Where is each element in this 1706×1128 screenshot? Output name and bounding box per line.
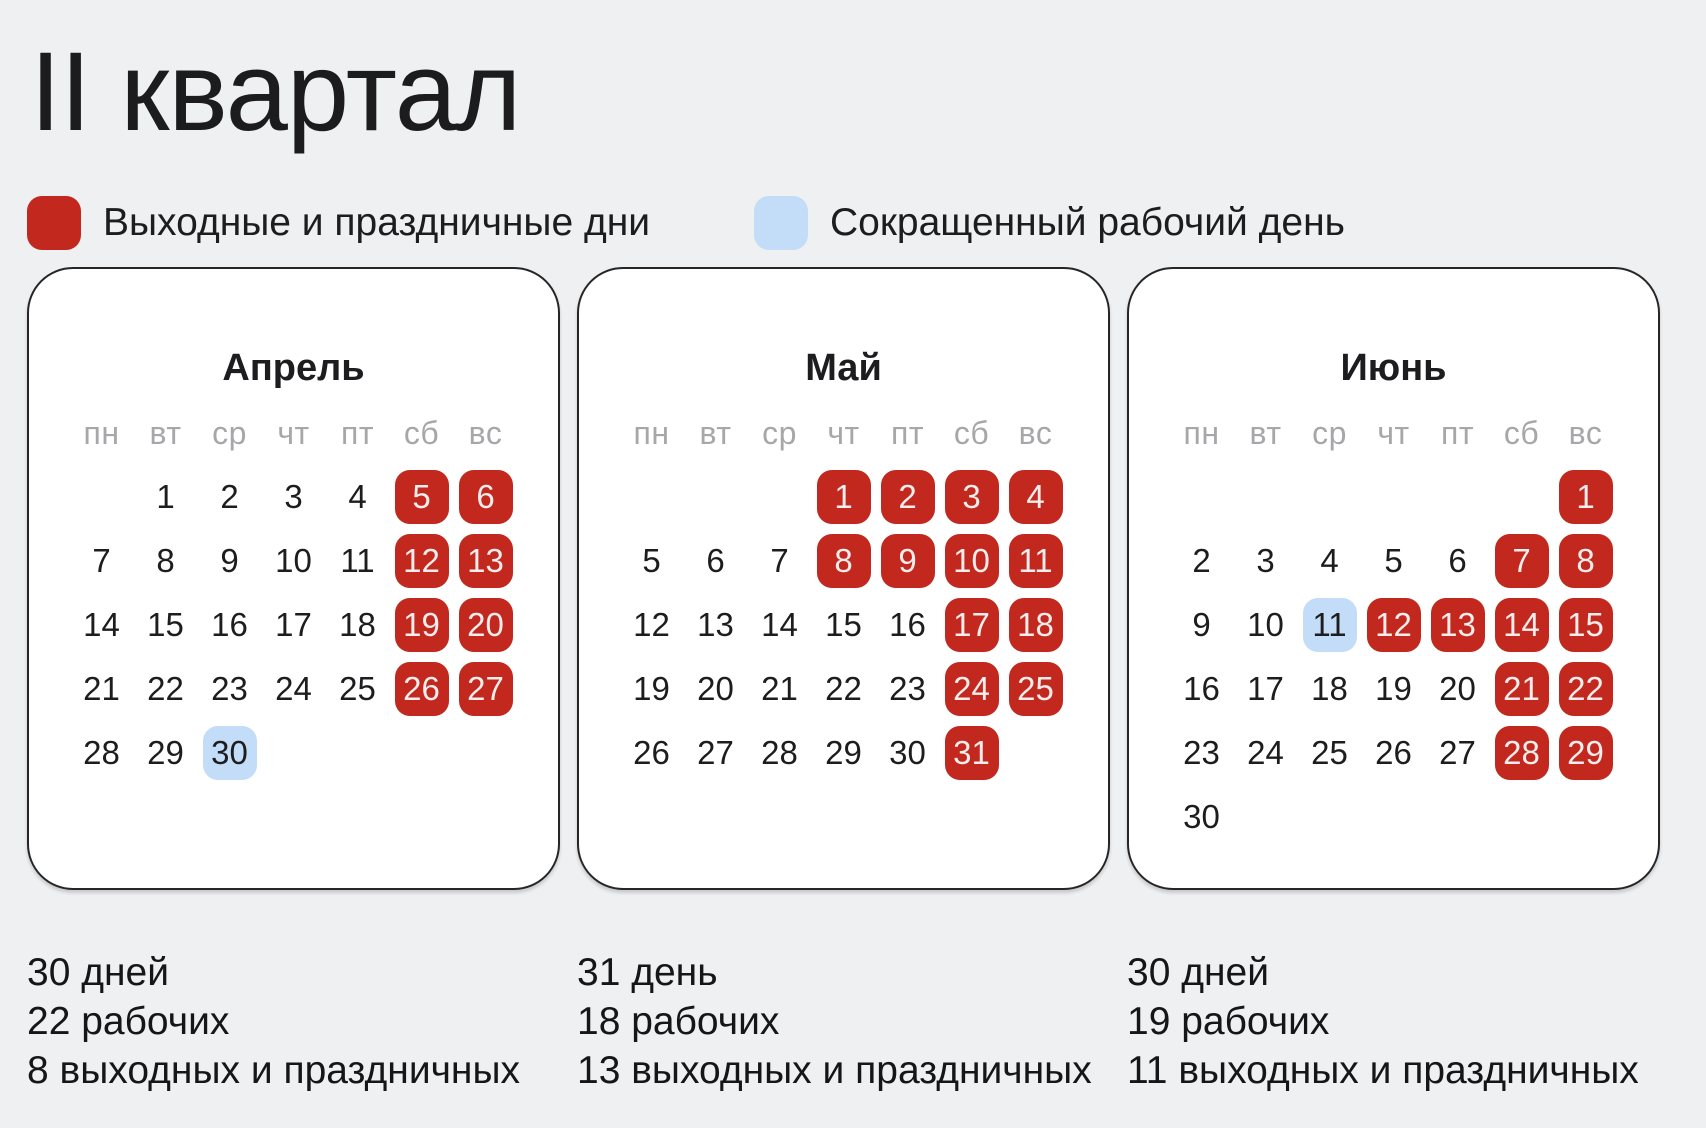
day-cell: 27 (1439, 734, 1476, 771)
day-cell: 10 (275, 542, 312, 579)
day-cell: 5 (1384, 542, 1403, 579)
day-cell: 27 (697, 734, 734, 771)
weekday-label: ср (762, 414, 797, 451)
weekday-header (620, 409, 1068, 457)
weekday-label: вт (699, 414, 732, 451)
day-cell: 15 (147, 606, 184, 643)
day-cell: 3 (284, 478, 303, 515)
day-cell: 2 (220, 478, 239, 515)
stat-working-days: 22 рабочих (27, 1000, 230, 1043)
day-cell: 13 (697, 606, 734, 643)
day-cell: 25 (339, 670, 376, 707)
day-cell: 7 (770, 542, 789, 579)
day-cell: 17 (1247, 670, 1284, 707)
day-cell: 1 (156, 478, 175, 515)
legend-item-holiday (27, 196, 650, 250)
empty-day-cell (1175, 470, 1229, 524)
month-title: Май (805, 347, 882, 389)
day-cell: 29 (825, 734, 862, 771)
weekday-label: сб (403, 414, 440, 451)
day-cell: 11 (340, 542, 375, 579)
day-cell: 18 (1311, 670, 1348, 707)
day-cell: 8 (156, 542, 175, 579)
empty-day-cell (753, 470, 807, 524)
day-cell: 17 (275, 606, 312, 643)
day-cell: 29 (147, 734, 184, 771)
empty-day-cell (1239, 470, 1293, 524)
day-grid (620, 465, 1068, 785)
day-cell: 12 (633, 606, 670, 643)
day-cell: 23 (211, 670, 248, 707)
day-cell: 28 (761, 734, 798, 771)
day-cell: 26 (1375, 734, 1412, 771)
short-working-day-cell: 30 (203, 726, 257, 780)
short-day-color-swatch (754, 196, 808, 250)
holiday-day-cell: 13 (459, 534, 513, 588)
holiday-day-cell: 1 (1559, 470, 1613, 524)
day-cell: 21 (83, 670, 120, 707)
day-cell: 6 (1448, 542, 1467, 579)
weekday-label: сб (953, 414, 990, 451)
holiday-day-cell: 6 (459, 470, 513, 524)
weekday-label: чт (827, 414, 860, 451)
holiday-day-cell: 7 (1495, 534, 1549, 588)
day-cell: 9 (220, 542, 239, 579)
month-stats-june (1127, 948, 1660, 1095)
day-cell: 19 (633, 670, 670, 707)
day-grid (70, 465, 518, 785)
day-cell: 3 (1256, 542, 1275, 579)
day-cell: 28 (83, 734, 120, 771)
day-cell: 16 (889, 606, 926, 643)
month-stats-may (577, 948, 1110, 1095)
day-cell: 24 (275, 670, 312, 707)
weekday-label: вс (1568, 414, 1603, 451)
weekday-label: пн (633, 414, 670, 451)
weekday-header (70, 409, 518, 457)
day-cell: 30 (1183, 798, 1220, 835)
day-cell: 16 (211, 606, 248, 643)
weekday-label: пт (891, 414, 924, 451)
holiday-day-cell: 12 (395, 534, 449, 588)
month-card-june (1127, 267, 1660, 890)
weekday-header (1170, 409, 1618, 457)
day-cell: 22 (825, 670, 862, 707)
month-title: Июнь (1340, 347, 1447, 389)
empty-day-cell (1367, 470, 1421, 524)
day-cell: 20 (1439, 670, 1476, 707)
day-cell: 6 (706, 542, 725, 579)
day-cell: 4 (1320, 542, 1339, 579)
day-cell: 24 (1247, 734, 1284, 771)
holiday-day-cell: 24 (945, 662, 999, 716)
day-cell: 23 (889, 670, 926, 707)
holiday-day-cell: 26 (395, 662, 449, 716)
month-stats-april (27, 948, 560, 1095)
empty-day-cell (1431, 470, 1485, 524)
holiday-day-cell: 13 (1431, 598, 1485, 652)
holiday-day-cell: 28 (1495, 726, 1549, 780)
stat-days-off: 11 выходных и праздничных (1127, 1049, 1639, 1092)
weekday-label: чт (1377, 414, 1410, 451)
day-cell: 14 (761, 606, 798, 643)
stat-total-days: 30 дней (27, 951, 169, 994)
day-cell: 25 (1311, 734, 1348, 771)
day-cell: 21 (761, 670, 798, 707)
stat-days-off: 8 выходных и праздничных (27, 1049, 521, 1092)
month-stats-row (27, 948, 1660, 1095)
weekday-label: ср (1312, 414, 1347, 451)
holiday-day-cell: 8 (1559, 534, 1613, 588)
weekday-label: пт (341, 414, 374, 451)
day-cell: 5 (642, 542, 661, 579)
stat-working-days: 19 рабочих (1127, 1000, 1330, 1043)
day-grid (1170, 465, 1618, 849)
weekday-label: пн (83, 414, 120, 451)
empty-day-cell (1495, 470, 1549, 524)
holiday-day-cell: 9 (881, 534, 935, 588)
day-cell: 16 (1183, 670, 1220, 707)
holiday-day-cell: 22 (1559, 662, 1613, 716)
weekday-label: ср (212, 414, 247, 451)
month-cards-row (27, 267, 1660, 890)
holiday-day-cell: 14 (1495, 598, 1549, 652)
holiday-day-cell: 3 (945, 470, 999, 524)
weekday-label: чт (277, 414, 310, 451)
empty-day-cell (625, 470, 679, 524)
holiday-day-cell: 15 (1559, 598, 1613, 652)
stat-days-off: 13 выходных и праздничных (577, 1049, 1092, 1092)
holiday-day-cell: 10 (945, 534, 999, 588)
day-cell: 19 (1375, 670, 1412, 707)
legend-item-short-day (754, 196, 1345, 250)
day-cell: 7 (92, 542, 111, 579)
day-cell: 4 (348, 478, 367, 515)
holiday-day-cell: 20 (459, 598, 513, 652)
stat-total-days: 30 дней (1127, 951, 1269, 994)
legend-label-short-day: Сокращенный рабочий день (830, 201, 1345, 244)
holiday-color-swatch (27, 196, 81, 250)
day-cell: 22 (147, 670, 184, 707)
holiday-day-cell: 17 (945, 598, 999, 652)
holiday-day-cell: 31 (945, 726, 999, 780)
day-cell: 18 (339, 606, 376, 643)
weekday-label: пт (1441, 414, 1474, 451)
holiday-day-cell: 27 (459, 662, 513, 716)
holiday-day-cell: 21 (1495, 662, 1549, 716)
day-cell: 20 (697, 670, 734, 707)
day-cell: 2 (1192, 542, 1211, 579)
day-cell: 14 (83, 606, 120, 643)
weekday-label: сб (1503, 414, 1540, 451)
stat-working-days: 18 рабочих (577, 1000, 780, 1043)
month-card-may (577, 267, 1110, 890)
legend-label-holiday: Выходные и праздничные дни (103, 201, 651, 244)
day-cell: 30 (889, 734, 926, 771)
holiday-day-cell: 12 (1367, 598, 1421, 652)
holiday-day-cell: 11 (1009, 534, 1063, 588)
short-working-day-cell: 11 (1303, 598, 1357, 652)
weekday-label: вт (1249, 414, 1282, 451)
day-cell: 23 (1183, 734, 1220, 771)
holiday-day-cell: 1 (817, 470, 871, 524)
holiday-day-cell: 29 (1559, 726, 1613, 780)
empty-day-cell (75, 470, 129, 524)
day-cell: 15 (825, 606, 862, 643)
weekday-label: пн (1183, 414, 1220, 451)
day-cell: 10 (1247, 606, 1284, 643)
weekday-label: вс (468, 414, 503, 451)
empty-day-cell (689, 470, 743, 524)
weekday-label: вс (1018, 414, 1053, 451)
holiday-day-cell: 25 (1009, 662, 1063, 716)
weekday-label: вт (149, 414, 182, 451)
month-card-april (27, 267, 560, 890)
stat-total-days: 31 день (577, 951, 718, 994)
holiday-day-cell: 2 (881, 470, 935, 524)
holiday-day-cell: 8 (817, 534, 871, 588)
holiday-day-cell: 18 (1009, 598, 1063, 652)
holiday-day-cell: 19 (395, 598, 449, 652)
day-cell: 9 (1192, 606, 1211, 643)
day-cell: 26 (633, 734, 670, 771)
legend (27, 196, 1677, 250)
page-title: II квартал (30, 29, 521, 154)
holiday-day-cell: 4 (1009, 470, 1063, 524)
holiday-day-cell: 5 (395, 470, 449, 524)
month-title: Апрель (222, 347, 365, 389)
empty-day-cell (1303, 470, 1357, 524)
